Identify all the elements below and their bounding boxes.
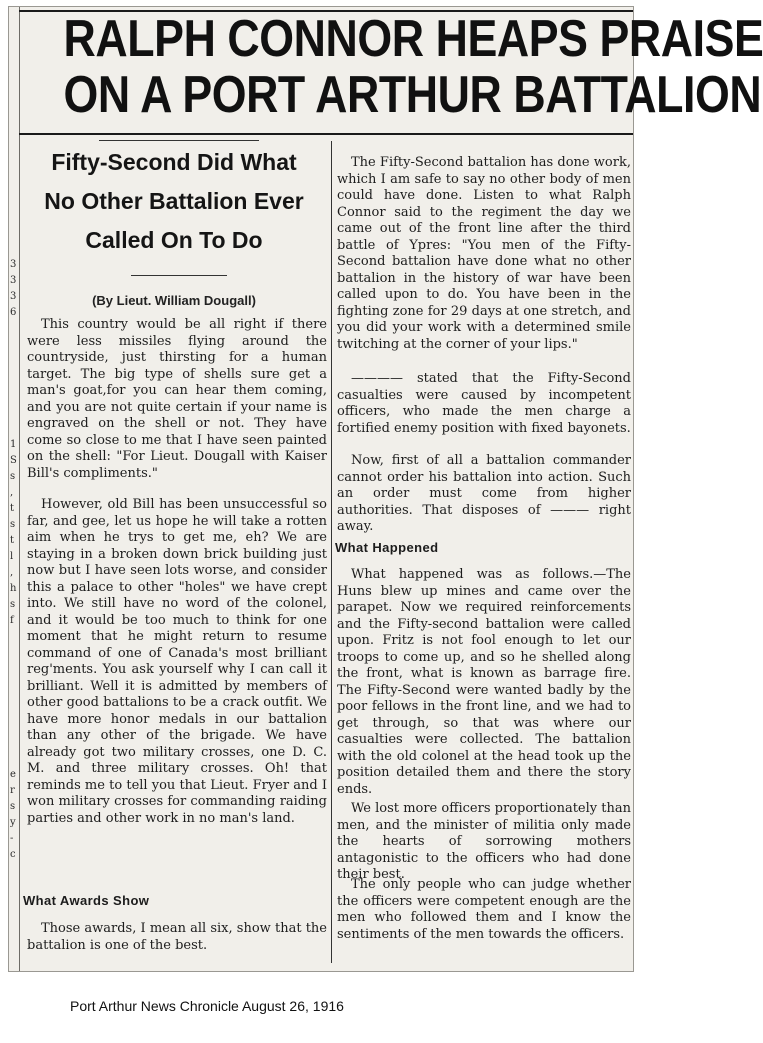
subheadline-line-2: No Other Battalion Ever <box>44 188 304 214</box>
headline-line-2: ON A PORT ARTHUR BATTALION <box>63 66 762 124</box>
right-subhead: What Happened <box>335 540 439 555</box>
left-paragraph-3: Those awards, I mean all six, show that the battalion is one of the best. <box>27 921 327 953</box>
column-rule <box>19 133 633 135</box>
right-paragraph-6: The only people who can judge whether the officers were competent enough are the men who followed them and I know the sentiments of the men towards the officers. <box>337 877 631 942</box>
right-paragraph-1: The Fifty-Second battalion has done work, which I am safe to say no other body of men could have done. Listen to what Ralph Connor said to the regiment the day we came out of the front line after the third battle of Ypres: "You men of the Fifty-Second battalion have done what no other battalion in the history of war have been called upon to do. You have been in the fighting zone for 29 days at one stretch, and you did your work with a determined smile twitching at the corner of your lips." <box>337 155 631 352</box>
subhead-rule-top <box>99 140 259 141</box>
subheadline-line-3: Called On To Do <box>85 227 263 253</box>
column-divider <box>331 141 332 963</box>
subheadline <box>23 143 325 260</box>
left-paragraph-2: However, old Bill has been unsuccessful so far, and gee, let us hope he will take a rotten aim when he trys to get me, eh? We are staying in a broken down brick building just now but I have seen lots worse, and consider this a palace to other "holes" we have crept into. We still have no word of the colonel, and it would be too much to think for one moment that he might return to resume command of one of Canada's most brilliant reg'ments. You ask yourself why I can call it brilliant. Well it is admitted by members of other good battalions to be a crack outfit. We have more honor medals in our battalion than any other of the brigade. We have already got two military crosses, one D. C. M. and three military crosses. Oh! that reminds me to tell you that Lieut. Fryer and I won military crosses for commanding raiding parties and other work in no man's land. <box>27 497 327 826</box>
left-subhead: What Awards Show <box>23 893 150 908</box>
subheadline-line-1: Fifty-Second Did What <box>51 149 297 175</box>
adjacent-column-fragment: 3 3 3 6 1 S s , t s t l , h s f e r s y - c <box>9 7 20 971</box>
newspaper-clipping <box>8 6 763 972</box>
right-paragraph-5: We lost more officers proportionately than men, and the minister of militia only made the hearts of sorrowing mothers antagonistic to the officers who had done their best. <box>337 801 631 882</box>
byline: (By Lieut. William Dougall) <box>92 293 256 308</box>
right-paragraph-3: Now, first of all a battalion commander cannot order his battalion into action. Such an order must come from higher authorities. That disposes of ——— right away. <box>337 453 631 534</box>
headline-line-1: RALPH CONNOR HEAPS PRAISE <box>63 10 763 68</box>
right-paragraph-2: ———— stated that the Fifty-Second casualties were caused by incompetent officers, who made the men charge a fortified enemy position with fixed bayonets. <box>337 371 631 436</box>
right-paragraph-4: What happened was as follows.—The Huns blew up mines and came over the parapet. Now we required reinforcements and the Fifty-second battalion were called upon. Fritz is not fool enough to let our troops to come up, and so he shelled along the front, what is known as barrage fire. The Fifty-Second were wanted badly by the poor fellows in the front line, and we had to get through, so that was where our casualties were collected. The battalion with the old colonel at the head took up the position detailed them and there the story ends. <box>337 567 631 797</box>
subhead-rule-bottom <box>131 275 227 276</box>
source-caption: Port Arthur News Chronicle August 26, 1916 <box>70 998 344 1014</box>
left-paragraph-1: This country would be all right if there were less missiles flying around the countryside, just thirsting for a human target. The big type of shells sure get a man's goat,for you can hear them coming, and you are not quite certain if your name is engraved on the shell or not. They have come so close to me that I have seen painted on the shell: "For Lieut. Dougall with Kaiser Bill's compliments." <box>27 317 327 481</box>
